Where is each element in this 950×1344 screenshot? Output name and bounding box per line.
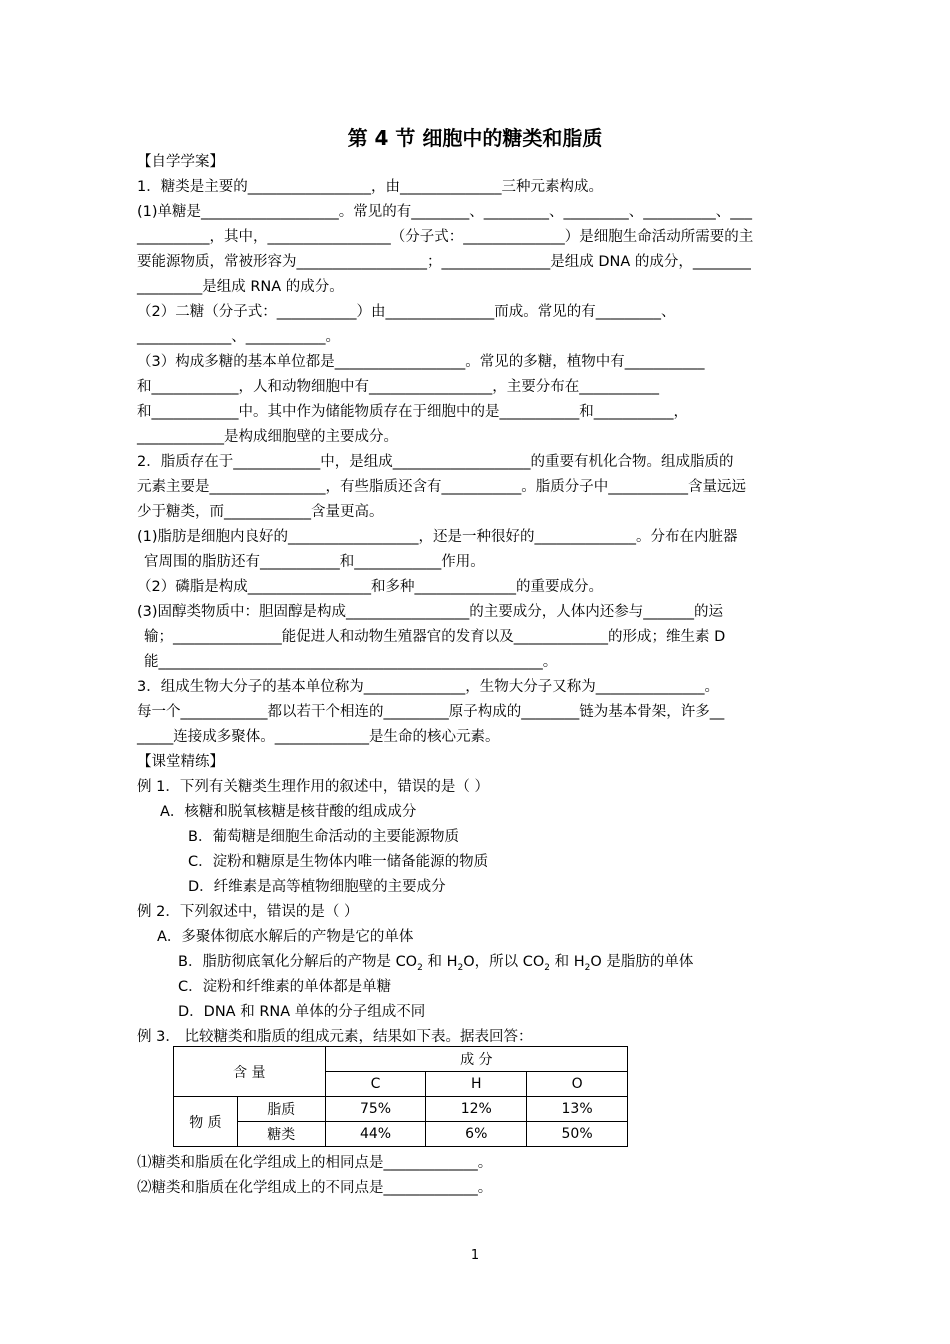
- example-1-option-b: B．葡萄糖是细胞生命活动的主要能源物质: [188, 829, 459, 845]
- table-row-lipid: 脂质: [237, 1097, 325, 1122]
- text-line: 少于糖类，而____________含量更高。: [137, 504, 384, 520]
- example-2-option-b: B．脂肪彻底氧化分解后的产物是 $CO_2$ 和 $H_2O$，所以 $CO_2$ 和 $H_2O$ 是脂肪的单体: [178, 954, 694, 973]
- table-row-header-substance: 物 质: [174, 1097, 238, 1147]
- section-heading-self-study: 【自学学案】: [137, 154, 224, 170]
- table-col-h: H: [426, 1072, 527, 1097]
- text-line: （2）磷脂是构成_________________和多种______________的重要成分。: [137, 579, 603, 595]
- table-cell: 44%: [325, 1122, 426, 1147]
- table-col-o: O: [527, 1072, 628, 1097]
- example-2-option-c: C．淀粉和纤维素的单体都是单糖: [178, 979, 392, 995]
- page-number: 1: [470, 1248, 480, 1263]
- text-line: 和____________，人和动物细胞中有_________________，主要分布在___________: [137, 379, 659, 395]
- text-line: 输；_______________能促进人和动物生殖器官的发育以及_____________的形成；维生素 D: [144, 629, 726, 645]
- text-line: （3）构成多糖的基本单位都是__________________。常见的多糖，植物中有___________: [137, 354, 705, 370]
- example-2-option-d: D．DNA 和 RNA 单体的分子组成不同: [178, 1004, 426, 1020]
- text-line: (1)脂肪是细胞内良好的__________________，还是一种很好的______________。分布在内脏器: [137, 529, 738, 545]
- table-cell: 75%: [325, 1097, 426, 1122]
- text-line: 2．脂质存在于____________中，是组成___________________的重要有机化合物。组成脂质的: [137, 454, 734, 470]
- example-3-sub-1: ⑴糖类和脂质在化学组成上的相同点是_____________。: [137, 1155, 493, 1171]
- text-line: 1．糖类是主要的_________________，由______________三种元素构成。: [137, 179, 603, 195]
- text-line: 3．组成生物大分子的基本单位称为______________，生物大分子又称为_______________。: [137, 679, 719, 695]
- text-line: __________，其中，_________________（分子式：______________）是细胞生命活动所需要的主: [137, 229, 754, 245]
- text-line: 要能源物质，常被形容为__________________；_______________是组成 DNA 的成分，________: [137, 254, 751, 270]
- table-cell: 6%: [426, 1122, 527, 1147]
- text-line: 能_____________________________________________________。: [144, 654, 558, 670]
- table-col-c: C: [325, 1072, 426, 1097]
- table-header-composition: 成 分: [325, 1047, 627, 1072]
- table-cell: 12%: [426, 1097, 527, 1122]
- example-2-question: 例 2．下列叙述中，错误的是（ ）: [137, 904, 359, 920]
- text-line: （2）二糖（分子式：___________）由_______________而成。常见的有_________、: [137, 304, 676, 320]
- table-cell: 13%: [527, 1097, 628, 1122]
- example-1-option-c: C．淀粉和糖原是生物体内唯一储备能源的物质: [188, 854, 489, 870]
- example-3-question: 例 3． 比较糖类和脂质的组成元素，结果如下表。据表回答：: [137, 1029, 533, 1045]
- table-header-content: 含 量: [174, 1047, 326, 1097]
- example-1-option-d: D．纤维素是高等植物细胞壁的主要成分: [188, 879, 446, 895]
- text-line: (1)单糖是___________________。常见的有________、_________、_________、__________、___: [137, 204, 753, 220]
- example-1-question: 例 1．下列有关糖类生理作用的叙述中，错误的是（ ）: [137, 779, 489, 795]
- table-row-sugar: 糖类: [237, 1122, 325, 1147]
- text-line: (3)固醇类物质中：胆固醇是构成_________________的主要成分，人体内还参与_______的运: [137, 604, 724, 620]
- text-line: 元素主要是________________，有些脂质还含有___________。脂质分子中___________含量远远: [137, 479, 746, 495]
- example-2-option-a: A．多聚体彻底水解后的产物是它的单体: [157, 929, 414, 945]
- text-line: 官周围的脂肪还有___________和____________作用。: [144, 554, 485, 570]
- table-cell: 50%: [527, 1122, 628, 1147]
- example-3-sub-2: ⑵糖类和脂质在化学组成上的不同点是_____________。: [137, 1180, 493, 1196]
- example-1-option-a: A．核糖和脱氧核糖是核苷酸的组成成分: [160, 804, 417, 820]
- text-line: _____________、___________。: [137, 329, 340, 345]
- text-line: 和____________中。其中作为储能物质存在于细胞中的是___________和___________，: [137, 404, 688, 420]
- text-line: 每一个____________都以若干个相连的_________原子构成的________链为基本骨架，许多__: [137, 704, 725, 720]
- page-title: 第 4 节 细胞中的糖类和脂质: [347, 126, 603, 150]
- text-line: _________是组成 RNA 的成分。: [137, 279, 344, 295]
- text-line: _____连接成多聚体。_____________是生命的核心元素。: [137, 729, 500, 745]
- section-heading-class-practice: 【课堂精练】: [137, 754, 224, 770]
- composition-table: [173, 1046, 628, 1147]
- text-line: ____________是构成细胞壁的主要成分。: [137, 429, 398, 445]
